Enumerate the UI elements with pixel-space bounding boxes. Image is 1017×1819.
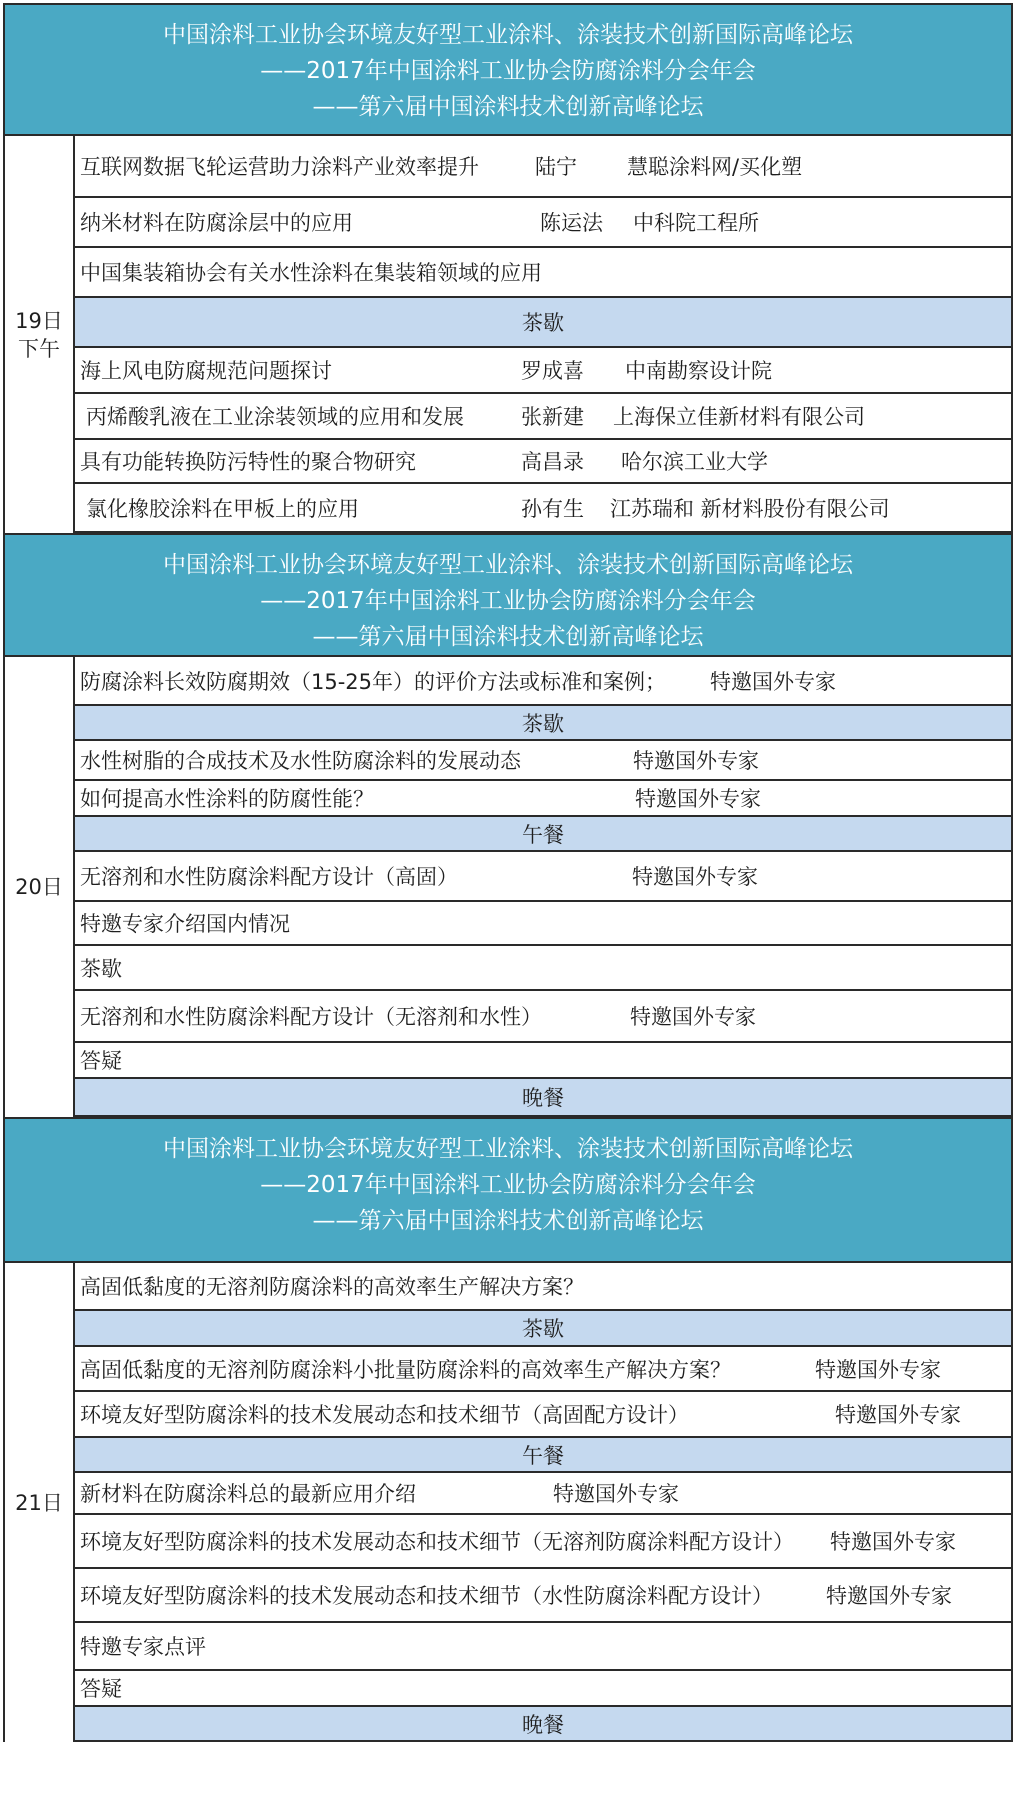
session-topic: 中国集装箱协会有关水性涂料在集装箱领域的应用 (80, 261, 542, 285)
break-label: 茶歇 (522, 1317, 564, 1341)
session-row (75, 902, 1013, 946)
break-row (75, 1079, 1013, 1117)
day-label (3, 657, 75, 1117)
banner-subtitle: ——2017年中国涂料工业协会防腐涂料分会年会 (260, 58, 756, 84)
session-topic: 答疑 (80, 1677, 122, 1701)
session-row (75, 248, 1013, 298)
session-row (75, 1347, 1013, 1392)
session-topic: 无溶剂和水性防腐涂料配方设计（高固） (80, 865, 458, 889)
session-row (75, 1515, 1013, 1569)
session-speaker: 特邀国外专家 (553, 1482, 679, 1506)
session-row (75, 991, 1013, 1043)
banner-title: 中国涂料工业协会环境友好型工业涂料、涂装技术创新国际高峰论坛 (163, 1136, 853, 1162)
session-topic: 水性树脂的合成技术及水性防腐涂料的发展动态 (80, 749, 521, 773)
session-row (75, 484, 1013, 533)
session-speaker: 特邀国外专家 (633, 749, 759, 773)
day-block-19 (3, 136, 1013, 533)
session-row (75, 657, 1013, 706)
session-topic: 氯化橡胶涂料在甲板上的应用 (86, 496, 359, 521)
session-topic: 互联网数据飞轮运营助力涂料产业效率提升 (80, 155, 479, 179)
session-speaker: 特邀国外专家 (632, 865, 758, 889)
session-topic: 环境友好型防腐涂料的技术发展动态和技术细节（水性防腐涂料配方设计） (80, 1584, 773, 1608)
session-topic: 丙烯酸乳液在工业涂装领域的应用和发展 (86, 405, 464, 429)
day-block-20 (3, 657, 1013, 1117)
day-label (3, 136, 75, 533)
break-row (75, 298, 1013, 348)
session-row (75, 1623, 1013, 1671)
break-label: 午餐 (522, 822, 564, 847)
day-date: 21日 (15, 1490, 63, 1515)
session-speaker: 特邀国外专家 (635, 787, 761, 811)
session-row (75, 1473, 1013, 1515)
session-topic: 防腐涂料长效防腐期效（15-25年）的评价方法或标准和案例； (80, 669, 667, 694)
session-topic: 特邀专家点评 (80, 1635, 206, 1659)
session-row (75, 348, 1013, 394)
day-date: 20日 (15, 875, 63, 899)
break-label: 晚餐 (522, 1712, 564, 1737)
break-label: 晚餐 (522, 1086, 564, 1110)
session-org: 上海保立佳新材料有限公司 (613, 405, 865, 429)
session-row (75, 1263, 1013, 1311)
session-speaker: 孙有生 (521, 496, 584, 521)
break-label: 茶歇 (522, 311, 564, 335)
banner-title: 中国涂料工业协会环境友好型工业涂料、涂装技术创新国际高峰论坛 (163, 22, 853, 48)
session-row (75, 394, 1013, 440)
break-label: 午餐 (522, 1443, 564, 1468)
session-org: 中科院工程所 (633, 211, 759, 235)
session-speaker: 特邀国外专家 (826, 1584, 952, 1608)
break-label: 茶歇 (522, 711, 564, 736)
banner-subtitle: ——第六届中国涂料技术创新高峰论坛 (312, 1208, 704, 1234)
session-org: 江苏瑞和 新材料股份有限公司 (610, 496, 890, 521)
session-org: 中南勘察设计院 (625, 359, 772, 383)
session-topic: 环境友好型防腐涂料的技术发展动态和技术细节（无溶剂防腐涂料配方设计） (80, 1530, 794, 1554)
session-speaker: 特邀国外专家 (835, 1403, 961, 1427)
session-topic: 高固低黏度的无溶剂防腐涂料小批量防腐涂料的高效率生产解决方案？ (80, 1357, 731, 1382)
session-row (75, 852, 1013, 902)
session-topic: 环境友好型防腐涂料的技术发展动态和技术细节（高固配方设计） (80, 1403, 689, 1427)
session-row (75, 1671, 1013, 1707)
session-speaker: 特邀国外专家 (630, 1005, 756, 1029)
session-topic: 无溶剂和水性防腐涂料配方设计（无溶剂和水性） (80, 1005, 542, 1029)
break-row (75, 1311, 1013, 1347)
session-row (75, 136, 1013, 198)
session-row (75, 741, 1013, 781)
day-block-21 (3, 1263, 1013, 1742)
forum-banner (3, 533, 1013, 657)
session-row (75, 946, 1013, 991)
day-period: 下午 (18, 336, 60, 361)
session-topic: 纳米材料在防腐涂层中的应用 (80, 211, 353, 235)
session-speaker: 陆宁 (535, 155, 577, 179)
banner-subtitle: ——第六届中国涂料技术创新高峰论坛 (312, 624, 704, 650)
break-row (75, 1707, 1013, 1742)
session-topic: 茶歇 (80, 956, 122, 981)
session-topic: 答疑 (80, 1049, 122, 1073)
day-date: 19日 (15, 308, 63, 333)
banner-title: 中国涂料工业协会环境友好型工业涂料、涂装技术创新国际高峰论坛 (163, 552, 853, 578)
banner-subtitle: ——2017年中国涂料工业协会防腐涂料分会年会 (260, 1172, 756, 1198)
schedule-table (3, 3, 1013, 1742)
forum-banner (3, 1117, 1013, 1263)
banner-subtitle: ——第六届中国涂料技术创新高峰论坛 (312, 94, 704, 120)
session-speaker: 陈运法 (540, 211, 603, 235)
session-topic: 特邀专家介绍国内情况 (80, 912, 290, 936)
session-org: 慧聪涂料网/买化塑 (627, 155, 803, 179)
session-speaker: 罗成喜 (521, 359, 584, 383)
session-row (75, 198, 1013, 248)
session-topic: 海上风电防腐规范问题探讨 (80, 359, 332, 383)
session-row (75, 1392, 1013, 1438)
session-speaker: 特邀国外专家 (815, 1357, 941, 1382)
day-label (3, 1263, 75, 1742)
session-org: 哈尔滨工业大学 (621, 450, 768, 474)
session-row (75, 440, 1013, 484)
session-speaker: 高昌录 (521, 450, 584, 474)
forum-banner (3, 3, 1013, 136)
session-speaker: 特邀国外专家 (710, 669, 836, 694)
session-topic: 具有功能转换防污特性的聚合物研究 (80, 450, 416, 474)
session-row (75, 1043, 1013, 1079)
break-row (75, 817, 1013, 852)
session-speaker: 张新建 (521, 405, 584, 429)
break-row (75, 706, 1013, 741)
break-row (75, 1438, 1013, 1473)
banner-subtitle: ——2017年中国涂料工业协会防腐涂料分会年会 (260, 588, 756, 614)
session-topic: 新材料在防腐涂料总的最新应用介绍 (80, 1482, 416, 1506)
session-topic: 高固低黏度的无溶剂防腐涂料的高效率生产解决方案？ (80, 1275, 584, 1299)
session-topic: 如何提高水性涂料的防腐性能？ (80, 787, 374, 811)
session-speaker: 特邀国外专家 (830, 1530, 956, 1554)
session-row (75, 1569, 1013, 1623)
session-row (75, 781, 1013, 817)
